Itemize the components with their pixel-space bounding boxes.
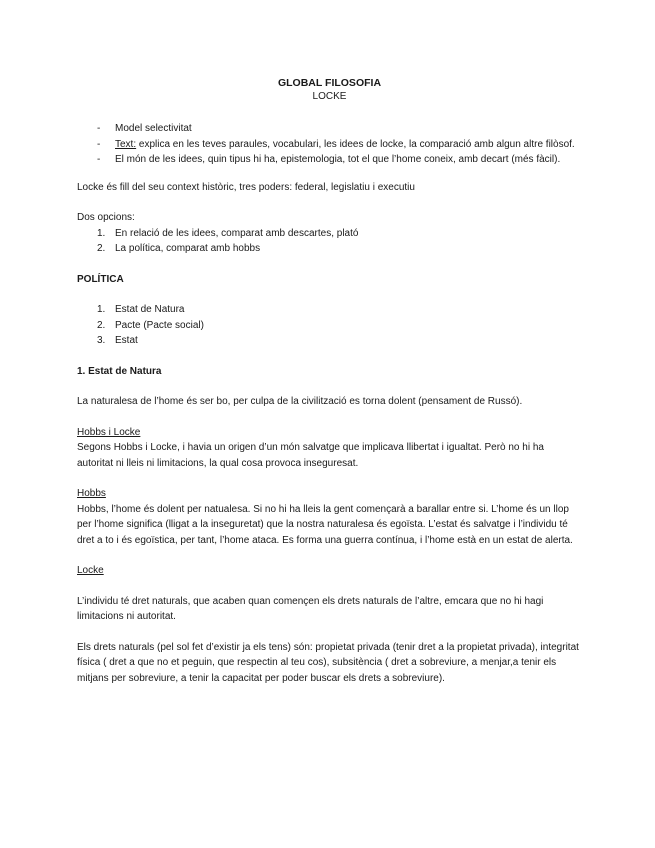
dash-marker: -: [97, 123, 101, 134]
locke-paragraph-1: L’individu té dret naturals, que acaben quan començen els drets naturals de l’altre, emcara que no hi hagi limitacions ni autoritat.: [77, 595, 544, 622]
list-item-text: La política, comparat amb hobbs: [115, 243, 261, 254]
list-number: 3.: [97, 335, 106, 346]
dash-marker: -: [97, 138, 101, 150]
options-list: [77, 226, 582, 257]
list-item-text: En relació de les idees, comparat amb descartes, plató: [115, 227, 359, 239]
dash-marker: -: [97, 154, 101, 165]
list-number: 1.: [97, 304, 106, 315]
politica-list: [77, 302, 582, 349]
hobbs-locke-paragraph: Segons Hobbs i Locke, i havia un origen d’un món salvatge que implicava llibertat i igualtat. Però no hi ha autoritat ni lleis ni limitacions, la qual cosa provoca inseguresat.: [77, 442, 544, 469]
hobbs-locke-heading: Hobbs i Locke: [77, 426, 141, 438]
list-item-text: Estat de Natura: [115, 304, 185, 315]
list-number: 2.: [97, 243, 106, 254]
list-item: [77, 241, 582, 257]
list-item: [77, 333, 582, 349]
list-item-text: Pacte (Pacte social): [115, 319, 204, 331]
politica-heading: POLÍTICA: [77, 273, 124, 285]
list-number: 2.: [97, 319, 106, 331]
document-title: GLOBAL FILOSOFIA: [277, 77, 382, 89]
document-page: [77, 76, 582, 686]
locke-heading: Locke: [77, 565, 104, 576]
hobbs-heading: Hobbs: [77, 488, 106, 499]
context-paragraph: Locke és fill del seu context històric, tres poders: federal, legislatiu i executiu: [77, 181, 415, 193]
options-intro: Dos opcions:: [77, 212, 135, 223]
section1-heading: 1. Estat de Natura: [77, 365, 162, 377]
list-number: 1.: [97, 227, 106, 239]
document-subtitle: LOCKE: [312, 91, 347, 102]
locke-paragraph-2: Els drets naturals (pel sol fet d’existir ja els tens) són: propietat privada (tenir dret a la propietat privada), integritat física ( dret a que no et peguin, que respectin al teu cos), subsitència ( dret a sobreviure, a menjar,a tenir els mitjans per sobreviure, a tenir la capacitat per poder buscar els drets a sobreviure).: [77, 641, 579, 684]
list-item: [77, 121, 582, 137]
intro-bullet-list: [77, 121, 582, 168]
list-item-text: Estat: [115, 335, 138, 346]
nature-paragraph: La naturalesa de l’home és ser bo, per culpa de la civilització es torna dolent (pensament de Russó).: [77, 396, 523, 407]
list-item: [77, 152, 582, 168]
hobbs-paragraph: Hobbs, l’home és dolent per natualesa. Si no hi ha lleis la gent començarà a barallar entre si. L’home és un llop per l’home significa (lligat a la inseguretat) que la nostra naturalesa és egoïsta. L’estat és salvatge i l’individu té dret a to i és egoïstica, per tant, l’home ataca. Es forma una guerra contínua, i l’home està en un estat de alerta.: [77, 503, 573, 546]
bullet-text: El món de les idees, quin tipus hi ha, epistemologia, tot el que l’home coneix, amb decart (més fàcil).: [115, 154, 561, 165]
bullet-prefix: Text:: [115, 138, 137, 150]
list-item: [77, 318, 582, 334]
bullet-text: explica en les teves paraules, vocabulari, les idees de locke, la comparació amb algun altre filòsof.: [136, 138, 575, 150]
bullet-text: Model selectivitat: [115, 123, 192, 134]
list-item: [77, 137, 582, 153]
list-item: [77, 302, 582, 318]
list-item: [77, 226, 582, 242]
